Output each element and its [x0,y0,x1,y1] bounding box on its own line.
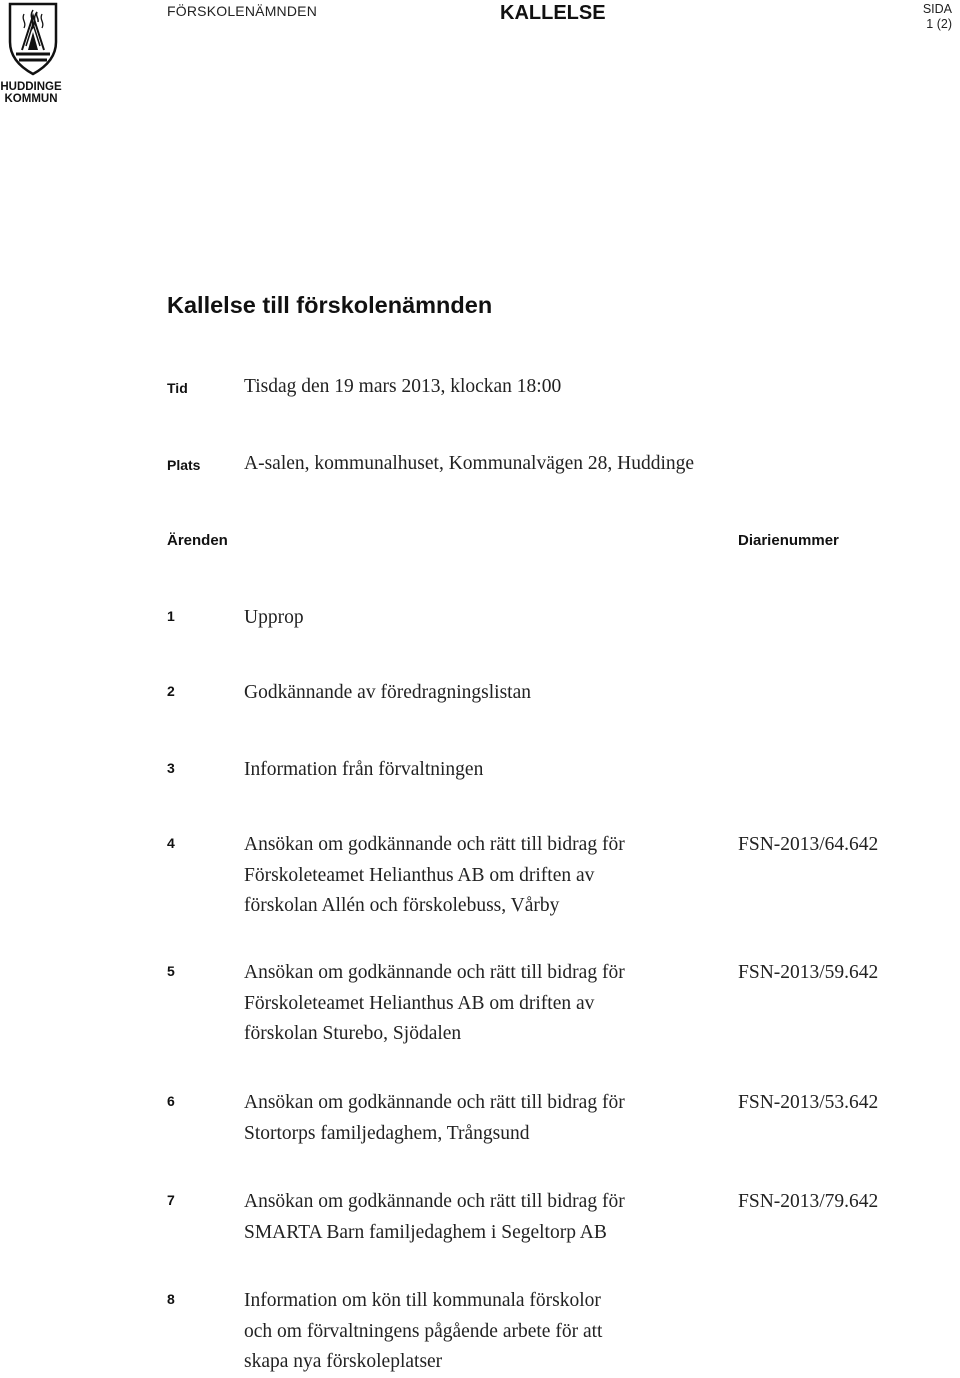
item-number: 2 [167,683,175,699]
item-line: Ansökan om godkännande och rätt till bidrag för [244,834,625,855]
item-line: SMARTA Barn familjedaghem i Segeltorp AB [244,1221,607,1243]
item-number: 3 [167,760,175,776]
item-text [244,603,714,634]
item-line: Ansökan om godkännande och rätt till bidrag för [244,1092,625,1113]
page-label: SIDA [922,2,952,16]
item-diarienummer: FSN-2013/53.642 [738,1092,879,1113]
item-text [244,755,714,786]
item-number: 8 [167,1291,175,1307]
document-type: KALLELSE [500,2,606,24]
item-text [244,678,714,709]
item-text [244,958,714,1050]
item-line: och om förvaltningens pågående arbete för att [244,1320,603,1342]
item-line: Godkännande av föredragningslistan [244,682,531,703]
item-number: 6 [167,1093,175,1109]
item-line: skapa nya förskoleplatser [244,1351,443,1372]
item-diarienummer: FSN-2013/64.642 [738,834,879,855]
org-name-line2: KOMMUN [4,93,58,105]
item-text [244,830,714,922]
page-title: Kallelse till förskolenämnden [167,292,493,318]
item-line: förskolan Allén och förskolebuss, Vårby [244,895,560,916]
item-number: 1 [167,608,175,624]
org-name-line1: HUDDINGE [0,81,62,93]
item-line: Förskoleteamet Helianthus AB om driften av [244,992,595,1014]
item-number: 4 [167,835,175,851]
time-value: Tisdag den 19 mars 2013, klockan 18:00 [244,376,562,397]
municipality-logo [0,0,72,108]
item-line: Ansökan om godkännande och rätt till bidrag för [244,1191,625,1212]
item-number: 7 [167,1192,175,1208]
diarienummer-header: Diarienummer [738,532,839,549]
item-diarienummer: FSN-2013/59.642 [738,962,879,983]
item-diarienummer: FSN-2013/79.642 [738,1191,879,1212]
item-line: Upprop [244,607,304,628]
item-line: Stortorps familjedaghem, Trångsund [244,1122,530,1144]
agenda-header: Ärenden [167,532,228,549]
item-text [244,1286,714,1378]
item-text [244,1088,714,1149]
department-name: FÖRSKOLENÄMNDEN [167,3,318,19]
place-label: Plats [167,457,201,473]
time-label: Tid [167,380,188,396]
item-line: Information från förvaltningen [244,759,484,780]
item-number: 5 [167,963,175,979]
item-line: Förskoleteamet Helianthus AB om driften av [244,864,595,886]
page-number: 1 (2) [926,17,952,31]
item-line: Ansökan om godkännande och rätt till bidrag för [244,962,625,983]
item-text [244,1187,714,1248]
item-line: Information om kön till kommunala förskolor [244,1290,601,1311]
coat-of-arms-icon [6,2,60,76]
place-value: A-salen, kommunalhuset, Kommunalvägen 28, Huddinge [244,453,695,474]
item-line: förskolan Sturebo, Sjödalen [244,1023,462,1044]
